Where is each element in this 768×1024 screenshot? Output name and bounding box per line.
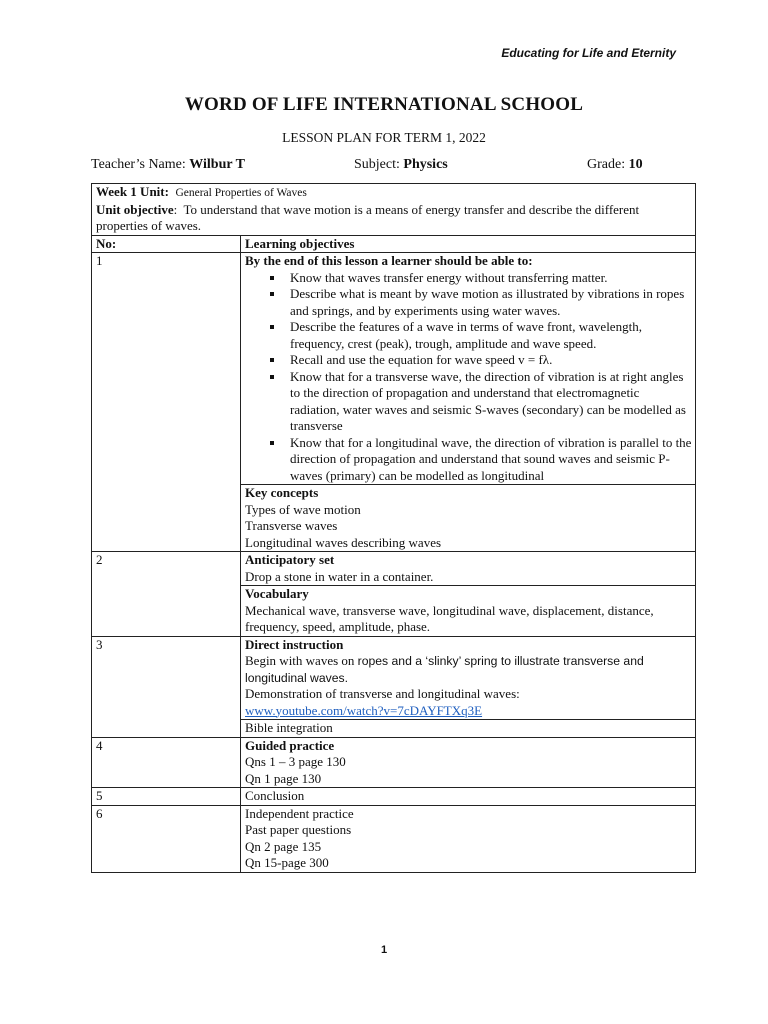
header-row xyxy=(92,235,696,253)
direct-instruction-lead: Begin with waves on xyxy=(245,653,358,668)
teacher-info xyxy=(91,157,245,173)
unit-objective-text: To understand that wave motion is a means of energy transfer and describe the different properties of waves. xyxy=(96,201,640,233)
unit-objective: Unit objective: To understand that wave motion is a means of energy transfer and describe the different properties of waves. xyxy=(96,201,640,233)
guided-practice-cell xyxy=(241,737,696,788)
table-row xyxy=(92,552,696,586)
list-item: Know that for a longitudinal wave, the direction of vibration is parallel to the direction of propagation and understand that sound waves and seismic P-waves (primary) can be modelled as longitudinal xyxy=(290,434,692,483)
table-row xyxy=(92,805,696,872)
teacher-name: Wilbur T xyxy=(189,157,245,172)
direct-instruction-rest: ropes and a ‘slinky’ spring to illustrate transverse and longitudinal waves. xyxy=(245,654,644,685)
page-number: 1 xyxy=(380,944,388,956)
grade-info xyxy=(587,157,643,173)
list-item: Know that waves transfer energy without transferring matter. xyxy=(290,270,692,287)
unit-cell xyxy=(92,184,696,236)
grade-label: Grade: xyxy=(587,157,626,172)
conclusion: Conclusion xyxy=(241,788,696,806)
list-item: Know that for a transverse wave, the direction of vibration is at right angles to the direction of propagation and understand that electromagnetic radiation, water waves and seismic S-waves (secondary) can be modelled as transverse xyxy=(290,369,692,435)
practice-line: Qns 1 – 3 page 130 xyxy=(245,754,346,769)
direct-instruction-cell xyxy=(241,636,696,720)
list-item: Describe what is meant by wave motion as illustrated by vibrations in ropes and springs, and by experiments using water waves. xyxy=(290,286,692,319)
anticipatory-label: Anticipatory set xyxy=(245,552,335,567)
header-objectives: Learning objectives xyxy=(241,235,696,253)
unit-objective-label: Unit objective xyxy=(96,201,174,217)
table-row xyxy=(92,253,696,485)
anticipatory-text: Drop a stone in water in a container. xyxy=(245,568,434,584)
objectives-cell xyxy=(241,253,696,485)
objectives-list xyxy=(245,270,692,485)
header-no: No: xyxy=(92,235,241,253)
practice-line: Qn 15-page 300 xyxy=(245,855,329,870)
teacher-label: Teacher’s Name: xyxy=(91,157,186,172)
row-number: 6 xyxy=(92,805,241,872)
independent-practice-cell xyxy=(241,805,696,872)
week-unit-label: Week 1 Unit xyxy=(96,184,165,199)
vocabulary-cell xyxy=(241,586,696,637)
row-number: 1 xyxy=(92,253,241,552)
list-item: Describe the features of a wave in terms of wave front, wavelength, frequency, crest (peak), trough, amplitude and wave speed. xyxy=(290,319,692,352)
subject-name: Physics xyxy=(403,157,448,172)
unit-row xyxy=(92,184,696,236)
key-concept: Longitudinal waves describing waves xyxy=(245,534,442,550)
demonstration-text: Demonstration of transverse and longitudinal waves: xyxy=(245,686,520,701)
row-number: 2 xyxy=(92,552,241,637)
table-row xyxy=(92,737,696,788)
practice-line: Independent practice xyxy=(245,805,354,821)
unit-title: General Properties of Waves xyxy=(175,187,307,199)
vocabulary-text: Mechanical wave, transverse wave, longitudinal wave, displacement, distance, frequency, speed, amplitude, phase. xyxy=(245,602,654,634)
anticipatory-cell xyxy=(241,552,696,586)
key-concepts-label: Key concepts xyxy=(245,485,319,500)
table-row xyxy=(92,788,696,806)
row-number: 4 xyxy=(92,737,241,788)
bible-integration: Bible integration xyxy=(241,720,696,738)
practice-line: Qn 2 page 135 xyxy=(245,838,322,854)
key-concepts-cell xyxy=(241,485,696,552)
grade-value: 10 xyxy=(628,157,643,172)
vocabulary-label: Vocabulary xyxy=(245,586,309,601)
school-tagline: Educating for Life and Eternity xyxy=(501,46,676,60)
school-name: WORD OF LIFE INTERNATIONAL SCHOOL xyxy=(184,94,584,115)
practice-line: Qn 1 page 130 xyxy=(245,770,322,786)
key-concept: Transverse waves xyxy=(245,518,338,533)
list-item: Recall and use the equation for wave speed v = fλ. xyxy=(290,352,692,369)
direct-instruction-label: Direct instruction xyxy=(245,636,344,652)
subject-label: Subject: xyxy=(354,157,400,172)
table-row xyxy=(92,636,696,720)
objectives-heading: By the end of this lesson a learner should be able to: xyxy=(245,253,533,268)
direct-instruction-text xyxy=(245,653,692,686)
unit-heading: Week 1 Unit: General Properties of Waves xyxy=(96,184,307,199)
practice-line: Past paper questions xyxy=(245,822,352,837)
guided-practice-label: Guided practice xyxy=(245,737,335,753)
lesson-plan-table xyxy=(91,183,696,873)
lesson-plan-title: LESSON PLAN FOR TERM 1, 2022 xyxy=(282,130,486,145)
video-link[interactable]: www.youtube.com/watch?v=7cDAYFTXq3E xyxy=(245,702,483,718)
subject-info xyxy=(354,157,448,173)
row-number: 3 xyxy=(92,636,241,737)
row-number: 5 xyxy=(92,788,241,806)
key-concept: Types of wave motion xyxy=(245,501,361,517)
